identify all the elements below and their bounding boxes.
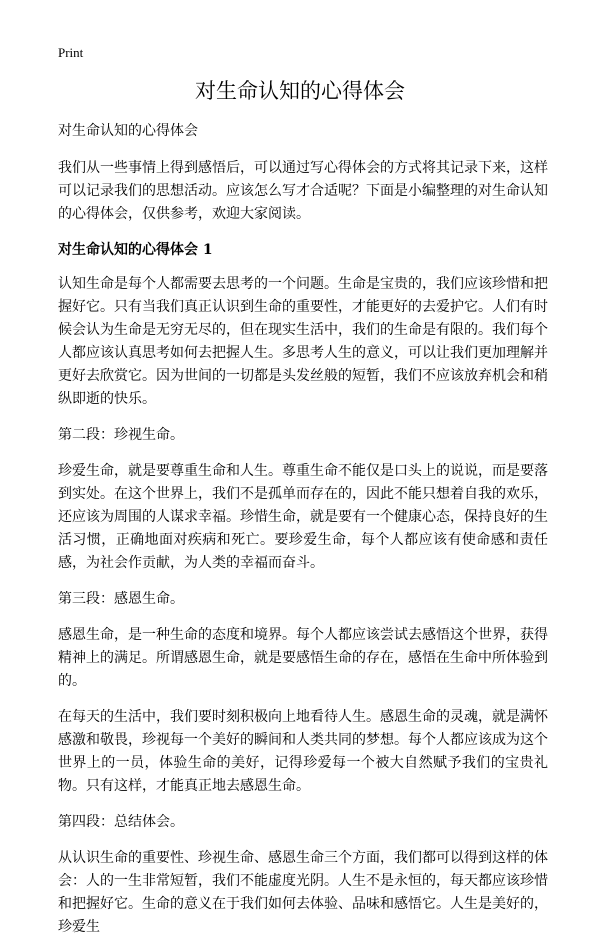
body-paragraph: 从认识生命的重要性、珍视生命、感恩生命三个方面，我们都可以得到这样的体会：人的一生非常短暂，我们不能虚度光阴。人生不是永恒的，每天都应该珍惜和把握好它。生命的意义在于我们如何去体验、品味和感悟它。人生是美好的，珍爱生 <box>58 850 548 935</box>
paragraph-heading-4: 第四段：总结体会。 <box>58 814 184 830</box>
intro-paragraph: 我们从一些事情上得到感悟后，可以通过写心得体会的方式将其记录下来，这样可以记录我们的思想活动。应该怎么写才合适呢？下面是小编整理的对生命认知的心得体会，仅供参考，欢迎大家阅读。 <box>58 160 548 222</box>
print-link[interactable]: Print <box>58 45 84 60</box>
body-paragraph: 认知生命是每个人都需要去思考的一个问题。生命是宝贵的，我们应该珍惜和把握好它。只有当我们真正认识到生命的重要性，才能更好的去爱护它。人们有时候会认为生命是无穷无尽的，但在现实生活中，我们的生命是有限的。我们每个人都应该认真思考如何去把握人生。多思考人生的意义，可以让我们更加理解并更好去欣赏它。因为世间的一切都是头发丝般的短暂，我们不应该放弃机会和稍纵即逝的快乐。 <box>58 276 548 407</box>
section-heading: 对生命认知的心得体会 1 <box>58 242 213 258</box>
body-paragraph: 在每天的生活中，我们要时刻积极向上地看待人生。感恩生命的灵魂，就是满怀感激和敬畏，珍视每一个美好的瞬间和人类共同的梦想。每个人都应该成为这个世界上的一员，体验生命的美好，记得珍爱每一个被大自然赋予我们的宝贵礼物。只有这样，才能真正地去感恩生命。 <box>58 709 548 794</box>
document-subtitle: 对生命认知的心得体会 <box>58 123 198 139</box>
page-title: 对生命认知的心得体会 <box>195 79 405 103</box>
paragraph-heading-3: 第三段：感恩生命。 <box>58 591 184 607</box>
body-paragraph: 珍爱生命，就是要尊重生命和人生。尊重生命不能仅是口头上的说说，而是要落到实处。在这个世界上，我们不是孤单而存在的，因此不能只想着自我的欢乐，还应该为周围的人谋求幸福。珍惜生命，就是要有一个健康心态，保持良好的生活习惯，正确地面对疾病和死亡。要珍爱生命，每个人都应该有使命感和责任感，为社会作贡献，为人类的幸福而奋斗。 <box>58 463 548 571</box>
document-body <box>58 120 548 952</box>
paragraph-heading-2: 第二段：珍视生命。 <box>58 427 184 443</box>
body-paragraph: 感恩生命，是一种生命的态度和境界。每个人都应该尝试去感悟这个世界，获得精神上的满足。所谓感恩生命，就是要感悟生命的存在，感悟在生命中所体验到的。 <box>58 627 548 689</box>
